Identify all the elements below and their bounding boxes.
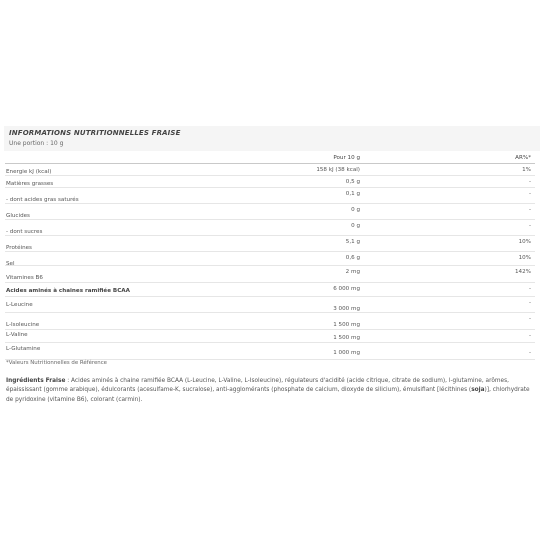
row-value: 3 000 mg <box>333 306 360 312</box>
row-ar: - <box>528 191 531 197</box>
table-row <box>5 313 535 330</box>
row-value: 158 kJ (38 kcal) <box>316 167 360 173</box>
row-name: - dont sucres <box>6 229 43 235</box>
row-name: Sel <box>6 261 15 267</box>
table-row <box>5 283 535 297</box>
table-row <box>5 220 535 236</box>
row-name: Energie kJ (kcal) <box>6 169 52 175</box>
panel-title: INFORMATIONS NUTRITIONNELLES FRAISE <box>9 129 181 137</box>
row-name: L-Glutamine <box>6 346 41 352</box>
row-value: 0,1 g <box>345 191 360 197</box>
row-value: 1 000 mg <box>333 350 360 356</box>
ingredients-text <box>6 377 536 405</box>
portion-size: Une portion : 10 g <box>9 139 64 147</box>
ingredients-list-part-1: : Acides aminés à chaine ramifiée BCAA (L-Leucine, L-Valine, L-Isoleucine), régulateurs d'acidité (acide citrique, citrate de sodium), l-glutamine, arômes, épaississant (gomme arabique), édulcorants (acesulfame-K, sucralose), anti-agglomérants (phosphate de calcium, dioxyde de silicium), émulsifiant [lécithines ( <box>6 378 509 394</box>
row-name: - dont acides gras saturés <box>6 197 79 203</box>
table-row <box>5 204 535 220</box>
table-row <box>5 176 535 188</box>
row-name: Acides aminés à chaines ramifiée BCAA <box>6 288 130 294</box>
table-row <box>5 164 535 176</box>
row-ar: 142% <box>515 269 531 275</box>
row-value: 1 500 mg <box>333 335 360 341</box>
allergen-highlight: soja <box>471 387 485 394</box>
row-name: Vitamines B6 <box>6 275 43 281</box>
table-row <box>5 297 535 313</box>
row-value: 0 g <box>351 223 360 229</box>
row-value: 0,5 g <box>345 179 360 185</box>
ingredients-label: Ingrédients Fraise <box>6 378 66 384</box>
table-header <box>5 152 535 164</box>
row-ar: - <box>528 223 531 229</box>
ingredients-list-part-2: )], chlorhydrate de pyridoxine (vitamine B6), colorant (carmin). <box>6 387 530 403</box>
table-row <box>5 330 535 343</box>
row-value: 1 500 mg <box>333 322 360 328</box>
row-value: 0,6 g <box>345 255 360 261</box>
row-ar: 10% <box>518 255 531 261</box>
row-name: Matières grasses <box>6 181 54 187</box>
row-ar: - <box>528 350 531 356</box>
row-ar: 1% <box>522 167 531 173</box>
column-header-value: Pour 10 g <box>333 155 360 161</box>
row-ar: - <box>528 179 531 185</box>
row-name: L-Leucine <box>6 302 33 308</box>
row-ar: 10% <box>518 239 531 245</box>
row-ar: - <box>528 333 531 339</box>
row-name: Glucides <box>6 213 30 219</box>
row-ar: - <box>528 286 531 292</box>
table-row <box>5 252 535 266</box>
row-value: 6 000 mg <box>333 286 360 292</box>
row-name: Protéines <box>6 245 32 251</box>
table-row <box>5 343 535 360</box>
nutrition-panel-header <box>4 126 540 151</box>
table-row <box>5 236 535 252</box>
row-name: L-Valine <box>6 332 28 338</box>
row-value: 0 g <box>351 207 360 213</box>
row-name: L-Isoleucine <box>6 322 40 328</box>
row-ar: - <box>528 207 531 213</box>
table-row <box>5 188 535 204</box>
row-value: 5,1 g <box>345 239 360 245</box>
column-header-ar: AR%* <box>515 155 531 161</box>
row-ar: - <box>528 316 531 322</box>
row-value: 2 mg <box>345 269 360 275</box>
table-row <box>5 266 535 283</box>
row-ar: - <box>528 300 531 306</box>
reference-footnote: *Valeurs Nutritionnelles de Référence <box>6 360 108 366</box>
